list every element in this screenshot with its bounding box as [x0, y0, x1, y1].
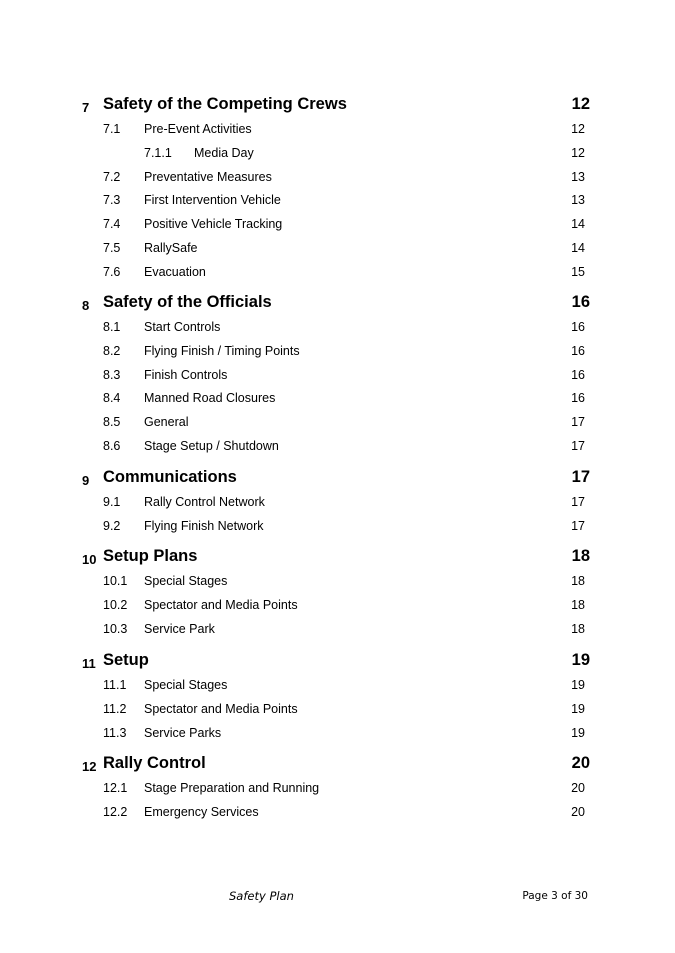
- entry-number: 7.2: [103, 170, 121, 184]
- section-number: 8: [82, 298, 90, 313]
- entry-number: 8.1: [103, 320, 121, 334]
- entry-number: 7.5: [103, 241, 121, 255]
- toc-entry[interactable]: [0, 678, 675, 696]
- toc-entry[interactable]: [0, 193, 675, 211]
- entry-title: Flying Finish / Timing Points: [144, 344, 300, 358]
- entry-number: 12.2: [103, 805, 128, 819]
- section-page-number: 12: [571, 95, 590, 113]
- entry-page-number: 18: [571, 574, 585, 588]
- entry-number: 12.1: [103, 781, 128, 795]
- entry-number: 7.1: [103, 122, 121, 136]
- toc-entry[interactable]: [0, 495, 675, 513]
- toc-section-heading[interactable]: [0, 754, 675, 778]
- entry-number: 10.2: [103, 598, 128, 612]
- entry-number: 11.2: [103, 702, 127, 716]
- entry-title: Flying Finish Network: [144, 519, 264, 533]
- toc-entry[interactable]: [0, 344, 675, 362]
- entry-number: 7.4: [103, 217, 121, 231]
- entry-number: 9.1: [103, 495, 121, 509]
- entry-title: Rally Control Network: [144, 495, 265, 509]
- entry-number: 8.3: [103, 368, 121, 382]
- entry-page-number: 12: [571, 122, 585, 136]
- entry-title: RallySafe: [144, 241, 198, 255]
- section-title: Communications: [103, 468, 237, 486]
- toc-entry[interactable]: [0, 439, 675, 457]
- entry-title: Service Park: [144, 622, 215, 636]
- entry-number: 9.2: [103, 519, 121, 533]
- entry-page-number: 19: [571, 726, 585, 740]
- entry-number: 11.3: [103, 726, 127, 740]
- section-number: 11: [82, 656, 96, 671]
- entry-title: Stage Setup / Shutdown: [144, 439, 279, 453]
- section-number: 9: [82, 473, 90, 488]
- entry-title: Spectator and Media Points: [144, 598, 298, 612]
- entry-title: Manned Road Closures: [144, 391, 276, 405]
- toc-entry[interactable]: [0, 702, 675, 720]
- toc-section-heading[interactable]: [0, 547, 675, 571]
- entry-page-number: 17: [571, 415, 585, 429]
- entry-number: 8.4: [103, 391, 121, 405]
- entry-title: Media Day: [194, 146, 254, 160]
- toc-entry[interactable]: [0, 415, 675, 433]
- entry-number: 11.1: [103, 678, 127, 692]
- toc-entry[interactable]: [0, 320, 675, 338]
- entry-title: Start Controls: [144, 320, 221, 334]
- entry-title: Preventative Measures: [144, 170, 272, 184]
- footer-page-number: Page 3 of 30: [522, 890, 588, 902]
- section-title: Setup Plans: [103, 547, 198, 565]
- toc-entry[interactable]: [0, 598, 675, 616]
- entry-page-number: 16: [571, 391, 585, 405]
- toc-entry[interactable]: [0, 217, 675, 235]
- entry-page-number: 13: [571, 193, 585, 207]
- entry-title: Finish Controls: [144, 368, 228, 382]
- section-title: Safety of the Officials: [103, 293, 272, 311]
- toc-section-heading[interactable]: [0, 293, 675, 317]
- toc-entry[interactable]: [0, 781, 675, 799]
- toc-section-heading[interactable]: [0, 468, 675, 492]
- section-number: 10: [82, 552, 97, 567]
- entry-title: Stage Preparation and Running: [144, 781, 320, 795]
- entry-page-number: 13: [571, 170, 585, 184]
- entry-number: 8.6: [103, 439, 121, 453]
- entry-number: 7.6: [103, 265, 121, 279]
- entry-title: Special Stages: [144, 678, 228, 692]
- footer-document-title: Safety Plan: [229, 889, 294, 903]
- entry-page-number: 17: [571, 519, 585, 533]
- entry-number: 8.2: [103, 344, 121, 358]
- section-page-number: 18: [571, 547, 590, 565]
- entry-page-number: 18: [571, 622, 585, 636]
- toc-entry[interactable]: [0, 391, 675, 409]
- toc-section-heading[interactable]: [0, 651, 675, 675]
- section-page-number: 16: [571, 293, 590, 311]
- entry-page-number: 16: [571, 320, 585, 334]
- entry-page-number: 16: [571, 368, 585, 382]
- entry-title: First Intervention Vehicle: [144, 193, 281, 207]
- toc-entry[interactable]: [0, 726, 675, 744]
- entry-page-number: 20: [571, 781, 585, 795]
- section-title: Safety of the Competing Crews: [103, 95, 347, 113]
- toc-entry[interactable]: [0, 519, 675, 537]
- toc-entry[interactable]: [0, 122, 675, 140]
- section-number: 7: [82, 100, 90, 115]
- entry-title: Special Stages: [144, 574, 228, 588]
- entry-page-number: 20: [571, 805, 585, 819]
- section-page-number: 19: [571, 651, 590, 669]
- section-title: Rally Control: [103, 754, 206, 772]
- entry-title: Positive Vehicle Tracking: [144, 217, 283, 231]
- entry-page-number: 12: [571, 146, 585, 160]
- entry-number: 7.1.1: [144, 146, 172, 160]
- toc-entry[interactable]: [0, 146, 675, 164]
- entry-page-number: 16: [571, 344, 585, 358]
- toc-entry[interactable]: [0, 368, 675, 386]
- toc-entry[interactable]: [0, 265, 675, 283]
- entry-title: Service Parks: [144, 726, 222, 740]
- section-number: 12: [82, 759, 97, 774]
- section-title: Setup: [103, 651, 149, 669]
- entry-page-number: 14: [571, 241, 585, 255]
- entry-page-number: 14: [571, 217, 585, 231]
- entry-number: 8.5: [103, 415, 121, 429]
- toc-section-heading[interactable]: [0, 95, 675, 119]
- entry-number: 10.3: [103, 622, 128, 636]
- entry-page-number: 19: [571, 678, 585, 692]
- toc-entry[interactable]: [0, 241, 675, 259]
- entry-page-number: 19: [571, 702, 585, 716]
- entry-title: Emergency Services: [144, 805, 259, 819]
- entry-page-number: 17: [571, 439, 585, 453]
- entry-number: 10.1: [103, 574, 128, 588]
- toc-entry[interactable]: [0, 805, 675, 823]
- entry-number: 7.3: [103, 193, 121, 207]
- section-page-number: 17: [571, 468, 590, 486]
- toc-entry[interactable]: [0, 170, 675, 188]
- section-page-number: 20: [571, 754, 590, 772]
- entry-title: Spectator and Media Points: [144, 702, 298, 716]
- entry-title: General: [144, 415, 189, 429]
- entry-page-number: 18: [571, 598, 585, 612]
- entry-page-number: 15: [571, 265, 585, 279]
- toc-entry[interactable]: [0, 574, 675, 592]
- entry-title: Evacuation: [144, 265, 206, 279]
- toc-entry[interactable]: [0, 622, 675, 640]
- entry-title: Pre-Event Activities: [144, 122, 252, 136]
- entry-page-number: 17: [571, 495, 585, 509]
